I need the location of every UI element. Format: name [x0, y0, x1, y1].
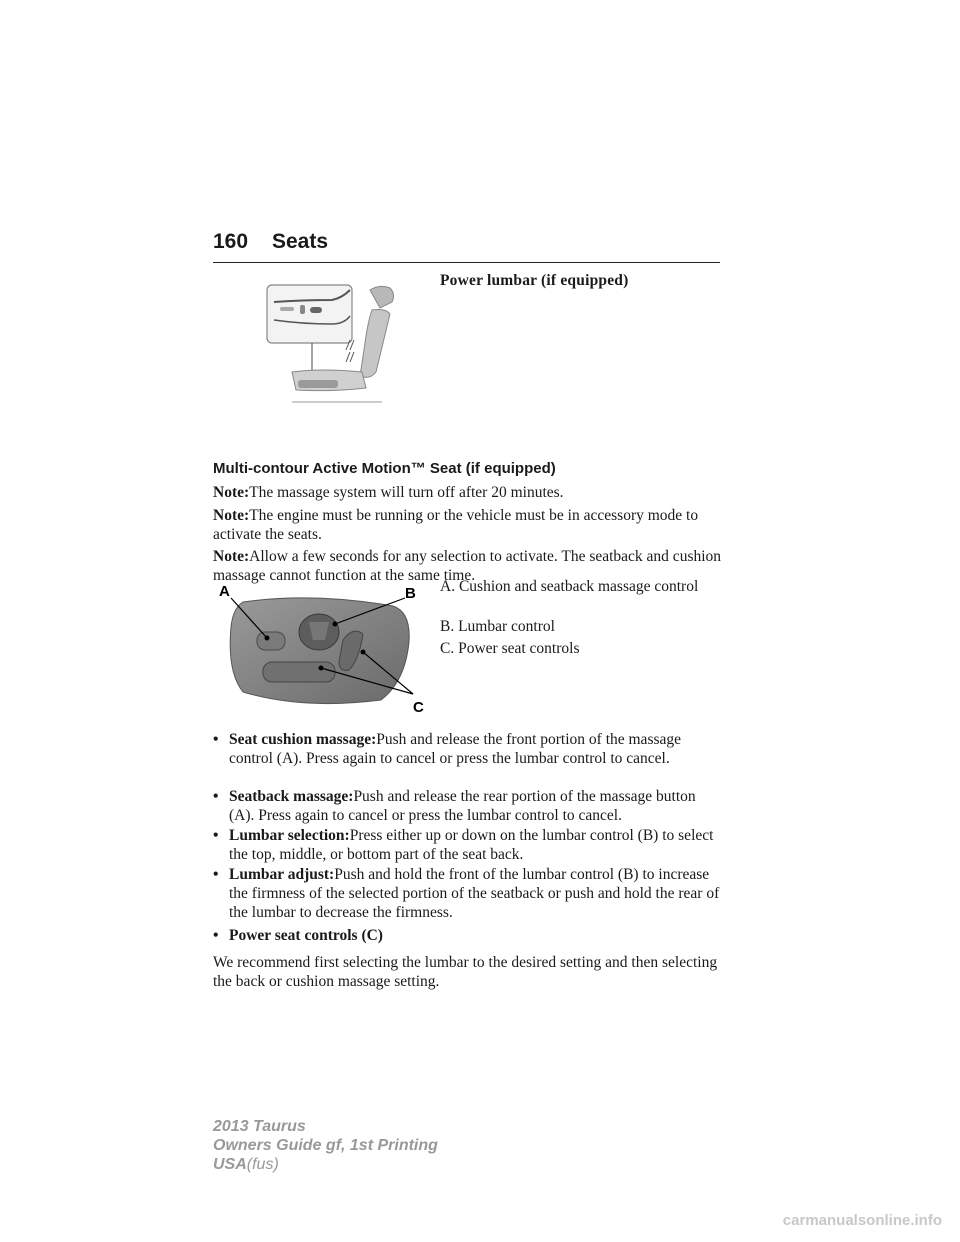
callout-b: B. Lumbar control [440, 618, 555, 635]
footer-region: USA [213, 1156, 247, 1173]
bullet-label: Lumbar adjust: [229, 866, 335, 883]
callout-a: A. Cushion and seatback massage control [440, 578, 699, 595]
footer-line-guide: Owners Guide gf, 1st Printing [213, 1137, 438, 1154]
bullet-text: Press either up or down on the lumbar control (B) to select the top, middle, or bottom part of the seat back. [229, 827, 714, 863]
page-number: 160 [213, 230, 249, 253]
note-text: The massage system will turn off after 20 minutes. [249, 484, 564, 501]
figure-label-b: B [405, 585, 416, 602]
footer-region-code: (fus) [246, 1156, 279, 1173]
bullet-dot: • [213, 827, 219, 844]
note-2 [213, 506, 723, 544]
footer-printing-info [213, 1117, 438, 1174]
bullet-dot: • [213, 927, 219, 944]
watermark: carmanualsonline.info [782, 1212, 942, 1229]
figure-label-a: A [219, 583, 230, 600]
section-heading: Multi-contour Active Motion™ Seat (if equipped) [213, 460, 556, 477]
note-text: Allow a few seconds for any selection to activate. The seatback and cushion massage cannot function at the same time. [213, 548, 722, 584]
bullet-text: Push and release the rear portion of the massage button (A). Press again to cancel or press the lumbar control to cancel. [229, 788, 696, 824]
note-label: Note: [213, 507, 250, 524]
note-label: Note: [213, 548, 250, 565]
callout-c: C. Power seat controls [440, 640, 580, 657]
seat-controls-illustration [213, 582, 438, 717]
note-1 [213, 483, 723, 502]
note-text: The engine must be running or the vehicle must be in accessory mode to activate the seats. [213, 507, 699, 543]
bullet-text: Push and hold the front of the lumbar control (B) to increase the firmness of the selected portion of the seatback or push and hold the rear of the lumbar to decrease the firmness. [229, 866, 720, 921]
power-lumbar-heading: Power lumbar (if equipped) [440, 272, 629, 289]
bullet-label: Seat cushion massage: [229, 731, 377, 748]
footer-line-model: 2013 Taurus [213, 1118, 306, 1135]
bullet-text: Push and release the front portion of the massage control (A). Press again to cancel or press the lumbar control to cancel. [229, 731, 682, 767]
figure-label-c: C [413, 699, 424, 716]
bullet-dot: • [213, 866, 219, 883]
bullet-dot: • [213, 731, 219, 748]
header-rule [213, 262, 720, 263]
bullet-dot: • [213, 788, 219, 805]
bullet-label: Power seat controls (C) [229, 927, 383, 944]
footer-line-region [213, 1155, 438, 1174]
note-label: Note: [213, 484, 250, 501]
bullet-label: Lumbar selection: [229, 827, 350, 844]
section-title: Seats [272, 230, 329, 253]
closing-paragraph: We recommend first selecting the lumbar to the desired setting and then selecting the back or cushion massage setting. [213, 954, 718, 990]
seat-lumbar-illustration [262, 280, 412, 410]
bullet-label: Seatback massage: [229, 788, 354, 805]
